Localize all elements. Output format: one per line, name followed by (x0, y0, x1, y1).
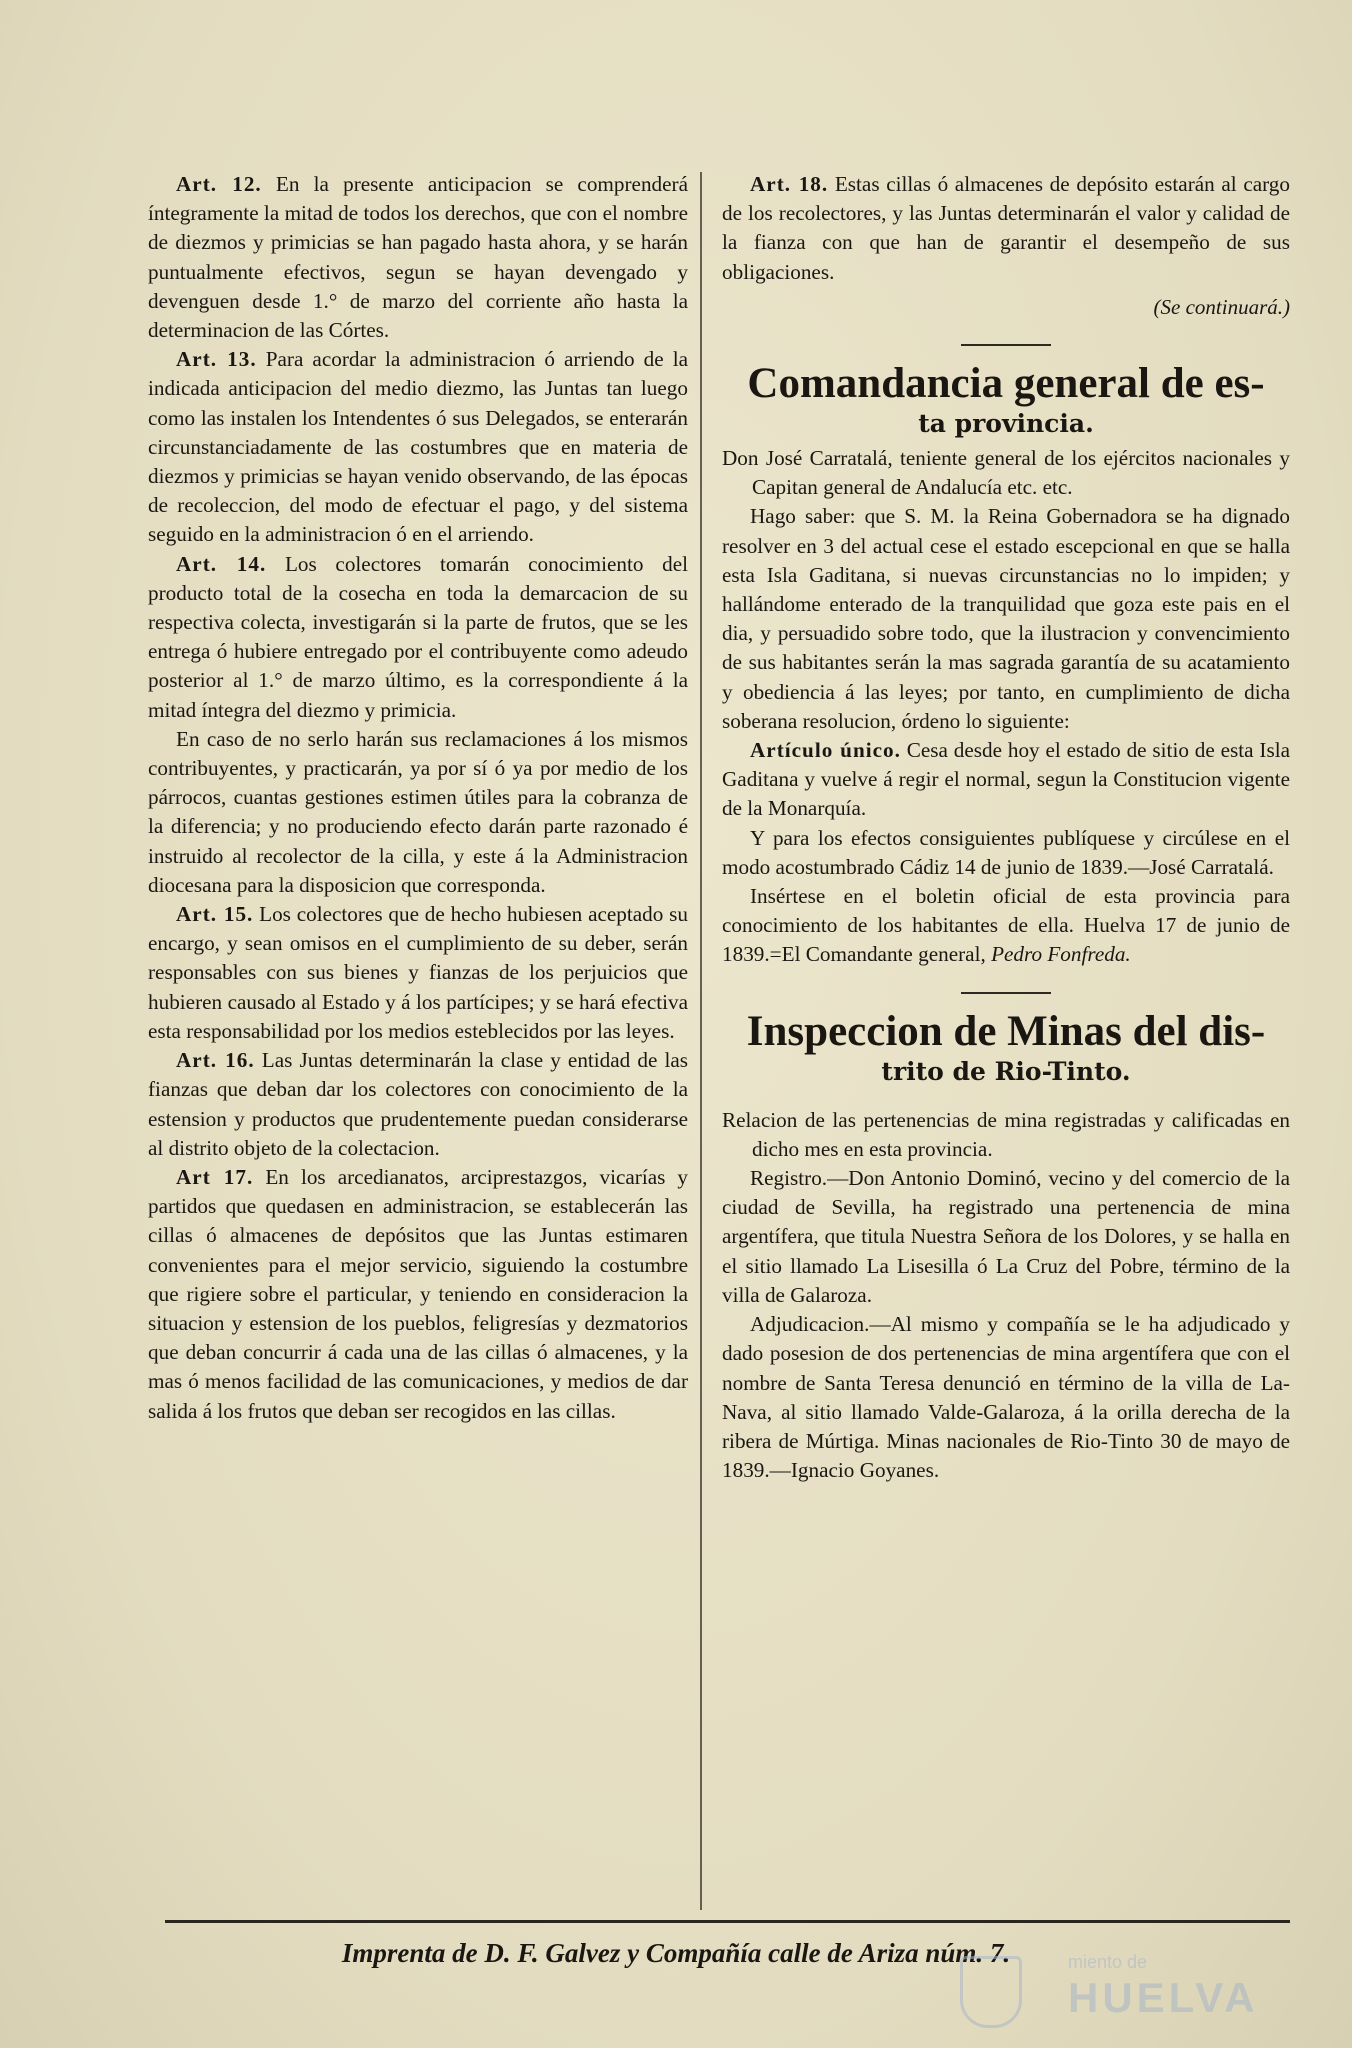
left-column (148, 170, 688, 1426)
continuation-note: (Se continuará.) (1153, 294, 1290, 319)
article-18: Art. 18. Estas cillas ó almacenes de depósito estarán al cargo de los recolectores, y las Juntas determinarán el valor y calidad de la fianza con que han de garantir el desempeño de sus obligaciones. (722, 172, 1290, 284)
section-rule (961, 344, 1051, 346)
shield-icon (960, 1956, 1022, 2028)
minas-heading: Inspeccion de Minas del dis- (746, 1007, 1266, 1055)
column-divider (700, 172, 702, 1910)
minas-intro: Relacion de las pertenencias de mina registradas y calificadas en dicho mes en esta provincia. (722, 1107, 1290, 1161)
article-14: Art. 14. Los colectores tomarán conocimiento del producto total de la cosecha en toda la demarcacion de su respectiva colecta, investigarán si la parte de frutos, que se les entrega ó hubiere entregado por el contribuyente como adeudo posterior al 1.° de marzo último, es la correspondiente á la mitad íntegra del diezmo y primicia. (148, 551, 689, 722)
comandancia-intro: Don José Carratalá, teniente general de los ejércitos nacionales y Capitan general de Andalucía etc. etc. (722, 446, 1290, 500)
right-column (722, 170, 1290, 1485)
section-rule (961, 992, 1051, 994)
article-14-continuation: En caso de no serlo harán sus reclamaciones á los mismos contribuyentes, y practicarán, ya por sí ó ya por medio de los párrocos, cuantas gestiones estimen útiles para la cobranza de la diferencia; y no produciendo efecto darán parte razonado é instruido al recolector de la cilla, y este á la Administracion diocesana para la disposicion que corresponda. (148, 726, 688, 897)
registro-paragraph: Registro.—Don Antonio Dominó, vecino y del comercio de la ciudad de Sevilla, ha registrado una pertenencia de mina argentífera, que titula Nuestra Señora de los Dolores, y se halla en el sitio llamado La Lisesilla ó La Cruz del Pobre, término de la villa de Galaroza. (722, 1166, 1290, 1307)
boletin-paragraph: Insértese en el boletin oficial de esta provincia para conocimiento de los habitantes de ella. Huelva 17 de junio de 1839.=El Comandante general, Pedro Fonfreda. (722, 884, 1290, 967)
footer-rule (165, 1920, 1290, 1923)
comandancia-heading: Comandancia general de es- (747, 360, 1265, 408)
minas-subheading: trito de Rio-Tinto. (881, 1056, 1131, 1086)
efectos-paragraph: Y para los efectos consiguientes publíquese y circúlese en el modo acostumbrado Cádiz 14 de junio de 1839.—José Carratalá. (722, 825, 1290, 879)
watermark-small-text: miento de (1068, 1952, 1148, 1972)
article-12: Art. 12. En la presente anticipacion se comprenderá íntegramente la mitad de todos los derechos, que con el nombre de diezmos y primicias se han pagado hasta ahora, y se harán puntualmente efectivos, segun se hayan devengado y devenguen desde 1.° de marzo del corriente año hasta la determinacion de las Córtes. (148, 172, 689, 343)
article-17: Art 17. En los arcedianatos, arciprestazgos, vicarías y partidos que quedasen en administracion, se establecerán las cillas ó almacenes de depósitos que las Juntas estimaren convenientes para el mejor servicio, siguiendo la costumbre que rigiere sobre el particular, y teniendo en consideracion la situacion y estension de los pueblos, feligresías y dezmatorios que deban concurrir á cada una de las cillas ó almacenes, y la mas ó menos facilidad de las comunicaciones, y medios de dar salida á los frutos que deban ser recogidos en las cillas. (148, 1164, 688, 1423)
adjudicacion-paragraph: Adjudicacion.—Al mismo y compañía se le ha adjudicado y dado posesion de dos pertenencias de mina argentífera que con el nombre de Santa Teresa denunció en término de la villa de La-Nava, al sitio llamado Valde-Galaroza, á la orilla derecha de la ribera de Múrtiga. Minas nacionales de Rio-Tinto 30 de mayo de 1839.—Ignacio Goyanes. (722, 1312, 1290, 1483)
watermark (960, 1948, 1280, 2028)
articulo-unico: Artículo único. Cesa desde hoy el estado de sitio de esta Isla Gaditana y vuelve á regir el normal, segun la Constitucion vigente de la Monarquía. (722, 738, 1290, 821)
article-16: Art. 16. Las Juntas determinarán la clase y entidad de las fianzas que deban dar los colectores con conocimiento de la estension y productos que prudentemente puedan considerarse al distrito objeto de la colectacion. (148, 1048, 689, 1160)
article-15: Art. 15. Los colectores que de hecho hubiesen aceptado su encargo, y sean omisos en el cumplimiento de su deber, serán responsables con sus bienes y fianzas de los perjuicios que hubieren causado al Estado y á los partícipes; y se hará efectiva esta responsabilidad por los medios esteblecidos por las leyes. (148, 902, 688, 1043)
comandancia-subheading: ta provincia. (918, 409, 1094, 439)
article-13: Art. 13. Para acordar la administracion ó arriendo de la indicada anticipacion del medio diezmo, las Juntas tan luego como las instalen los Intendentes ó sus Delegados, se enterarán circunstanciadamente de las costumbres que en materia de diezmos y primicias se hayan venido observando, de las épocas de recoleccion, del modo de efectuar el pago, y del sistema seguido en la administracion ó en el arriendo. (148, 347, 689, 547)
signature: Pedro Fonfreda. (991, 942, 1131, 967)
watermark-big-text: HUELVA (1068, 1974, 1259, 2021)
imprint-line: Imprenta de D. F. Galvez y Compañía calle de Ariza núm. 7. (341, 1938, 1011, 1968)
comandancia-body: Hago saber: que S. M. la Reina Gobernadora se ha dignado resolver en 3 del actual cese el estado escepcional en que se halla esta Isla Gaditana, si nuevas circunstancias no lo impiden; y hallándome enterado de la tranquilidad que goza este pais en el dia, y persuadido sobre todo, que la ilustracion y convencimiento de sus habitantes serán la mas sagrada garantía de su acatamiento y obediencia á las leyes; por tanto, en cumplimiento de dicha soberana resolucion, órdeno lo siguiente: (722, 504, 1290, 733)
